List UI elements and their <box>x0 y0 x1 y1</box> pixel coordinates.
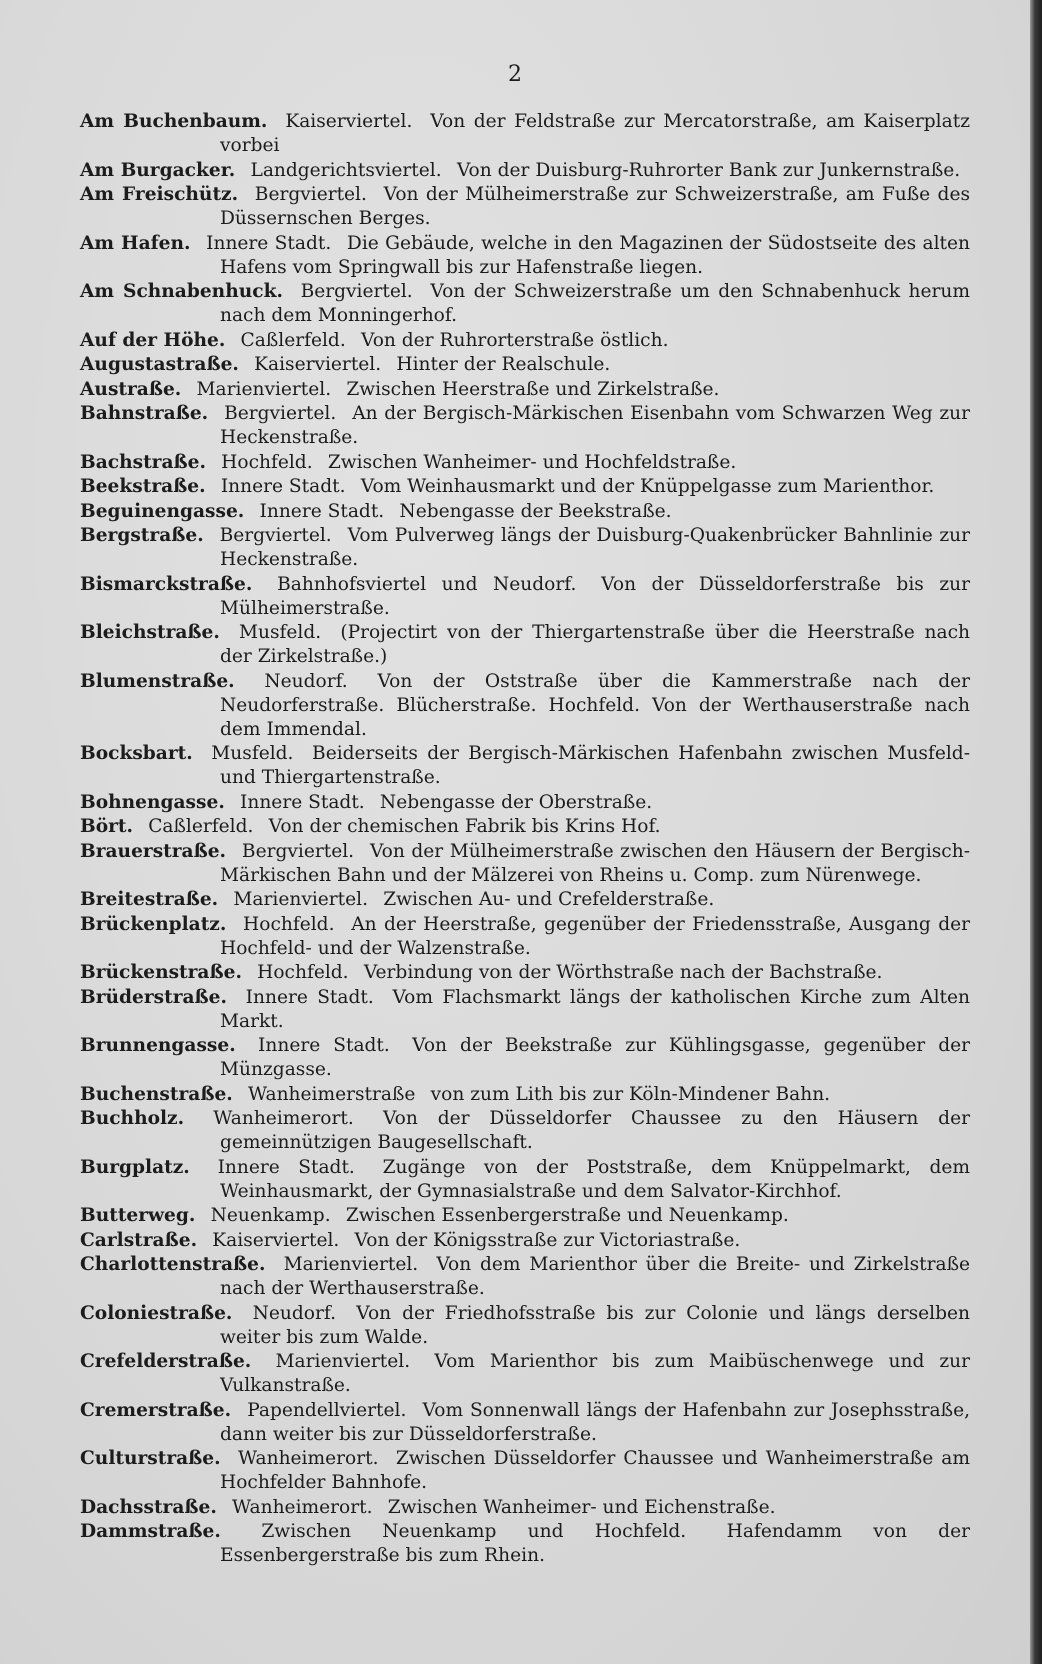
street-name: Am Buchenbaum. <box>80 111 268 132</box>
street-name: Auf der Höhe. <box>80 329 226 351</box>
street-description: Von der Feldstraße zur Mercatorstraße, am Kaiserplatz vorbei <box>220 111 970 156</box>
street-name: Butterweg. <box>80 1205 196 1226</box>
street-description: Die Gebäude, welche in den Magazinen der Südostseite des alten Hafens vom Springwall bis zur Hafenstraße liegen. <box>220 232 971 278</box>
district-name: Neudorf. <box>252 1302 337 1324</box>
street-name: Dammstraße. <box>80 1521 221 1542</box>
street-name: Bahnstraße. <box>80 403 209 424</box>
street-description: Hinter der Realschule. <box>396 354 611 375</box>
directory-entry <box>80 1107 970 1155</box>
street-directory <box>80 110 970 1569</box>
directory-entry <box>80 329 970 353</box>
district-name: Kaiserviertel. <box>285 111 413 132</box>
district-name: Hochfeld. <box>257 962 349 983</box>
street-name: Culturstraße. <box>80 1448 221 1469</box>
directory-entry <box>80 524 970 572</box>
street-name: Brüderstraße. <box>80 986 227 1008</box>
page-number: 2 <box>508 62 522 87</box>
street-description: von zum Lith bis zur Köln-Mindener Bahn. <box>430 1083 831 1105</box>
street-description: Von der Ruhrorterstraße östlich. <box>360 329 669 351</box>
directory-entry <box>80 840 970 888</box>
directory-entry <box>80 1350 970 1398</box>
directory-entry <box>80 1496 970 1520</box>
street-description: Beiderseits der Bergisch-Märkischen Hafenbahn zwischen Musfeld- und Thiergartenstraße. <box>220 743 970 788</box>
street-name: Bismarckstraße. <box>80 573 253 595</box>
street-description: (Projectirt von der Thiergartenstraße über die Heerstraße nach der Zirkelstraße.) <box>220 622 970 667</box>
directory-entry <box>80 913 970 961</box>
street-description: Vom Pulverweg längs der Duisburg-Quakenbrücker Bahnlinie zur Heckenstraße. <box>220 525 970 570</box>
street-description: Verbindung von der Wörthstraße nach der Bachstraße. <box>363 962 883 983</box>
directory-entry <box>80 670 970 742</box>
directory-entry <box>80 500 970 524</box>
directory-entry <box>80 353 970 377</box>
directory-entry <box>80 232 970 280</box>
district-name: Innere Stadt. <box>217 1156 355 1178</box>
district-name: Kaiserviertel. <box>212 1229 340 1251</box>
street-name: Buchholz. <box>80 1108 185 1129</box>
district-name: Bergviertel. <box>224 403 337 424</box>
street-description: Nebengasse der Oberstraße. <box>379 791 653 813</box>
street-description: Nebengasse der Beekstraße. <box>399 500 672 522</box>
street-description: Von der Beekstraße zur Kühlingsgasse, gegenüber der Münzgasse. <box>220 1035 970 1080</box>
street-description: Zwischen Wanheimer- und Eichenstraße. <box>387 1496 776 1518</box>
street-description: An der Heerstraße, gegenüber der Friedensstraße, Ausgang der Hochfeld- und der Walzenstraße. <box>220 913 970 959</box>
district-name: Bergviertel. <box>300 281 413 302</box>
directory-entry <box>80 573 970 621</box>
district-name: Caßlerfeld. <box>240 329 346 351</box>
district-name: Innere Stadt. <box>245 986 374 1008</box>
directory-entry <box>80 742 970 790</box>
district-name: Neuenkamp. <box>210 1205 331 1226</box>
street-description: Zwischen Heerstraße und Zirkelstraße. <box>346 378 720 400</box>
directory-entry <box>80 621 970 669</box>
street-name: Carlstraße. <box>80 1229 198 1251</box>
directory-entry <box>80 986 970 1034</box>
street-name: Buchenstraße. <box>80 1083 233 1105</box>
street-description: Vom Sonnenwall längs der Hafenbahn zur Josephsstraße, dann weiter bis zur Düsseldorferstraße. <box>220 1399 970 1445</box>
district-name: Wanheimerstraße <box>247 1083 416 1105</box>
street-name: Beekstraße. <box>80 476 206 497</box>
district-name: Wanheimerort. <box>213 1108 354 1129</box>
street-description: An der Bergisch-Märkischen Eisenbahn vom Schwarzen Weg zur Heckenstraße. <box>220 403 970 448</box>
book-spine-shadow <box>1030 0 1042 1664</box>
street-description: Von der Schweizerstraße um den Schnabenhuck herum nach dem Monningerhof. <box>220 281 970 326</box>
street-description: Von der Düsseldorferstraße bis zur Mülheimerstraße. <box>220 573 970 619</box>
street-description: Hafendamm von der Essenbergerstraße bis zum Rhein. <box>220 1521 970 1566</box>
street-name: Burgplatz. <box>80 1156 190 1178</box>
street-name: Bleichstraße. <box>80 622 220 643</box>
district-name: Landgerichtsviertel. <box>250 159 442 181</box>
district-name: Hochfeld. <box>221 451 313 473</box>
street-name: Bört. <box>80 816 133 837</box>
street-name: Blumenstraße. <box>80 670 235 692</box>
directory-entry <box>80 1229 970 1253</box>
street-name: Cremerstraße. <box>80 1399 232 1421</box>
district-name: Caßlerfeld. <box>148 816 254 837</box>
street-description: Vom Flachsmarkt längs der katholischen Kirche zum Alten Markt. <box>220 986 970 1032</box>
street-description: Von der chemischen Fabrik bis Krins Hof. <box>268 816 661 837</box>
street-name: Bergstraße. <box>80 525 204 546</box>
district-name: Zwischen Neuenkamp und Hochfeld. <box>261 1521 687 1542</box>
street-name: Am Freischütz. <box>80 184 239 205</box>
street-name: Brunnengasse. <box>80 1035 236 1056</box>
directory-entry <box>80 888 970 912</box>
directory-entry <box>80 451 970 475</box>
street-description: Vom Marienthor bis zum Maibüschenwege und zur Vulkanstraße. <box>220 1351 970 1396</box>
street-description: Von der Duisburg-Ruhrorter Bank zur Junkernstraße. <box>456 159 961 181</box>
district-name: Innere Stadt. <box>206 232 332 254</box>
street-name: Bocksbart. <box>80 743 193 764</box>
street-name: Brauerstraße. <box>80 840 227 862</box>
street-description: Von der Oststraße über die Kammerstraße nach der Neudorferstraße. Blücherstraße. Hochfeld. Von der Werthauserstraße nach dem Immendal. <box>220 670 970 740</box>
directory-entry <box>80 1447 970 1495</box>
district-name: Papendellviertel. <box>247 1399 407 1421</box>
street-name: Am Burgacker. <box>80 159 236 181</box>
district-name: Marienviertel. <box>196 378 332 400</box>
street-description: Von der Friedhofsstraße bis zur Colonie und längs derselben weiter bis zum Walde. <box>220 1302 970 1348</box>
directory-entry <box>80 402 970 450</box>
district-name: Bergviertel. <box>254 184 367 205</box>
district-name: Marienviertel. <box>283 1254 419 1275</box>
district-name: Hochfeld. <box>243 913 335 935</box>
district-name: Wanheimerort. <box>238 1448 379 1469</box>
district-name: Wanheimerort. <box>232 1496 373 1518</box>
directory-entry <box>80 1253 970 1301</box>
district-name: Innere Stadt. <box>240 791 365 813</box>
directory-entry <box>80 183 970 231</box>
district-name: Neudorf. <box>264 670 348 692</box>
directory-entry <box>80 961 970 985</box>
street-description: Von der Mülheimerstraße zur Schweizerstraße, am Fuße des Düssernschen Berges. <box>220 184 970 229</box>
district-name: Bergviertel. <box>219 525 332 546</box>
street-name: Charlottenstraße. <box>80 1254 266 1275</box>
street-description: Vom Weinhausmarkt und der Knüppelgasse zum Marienthor. <box>360 476 935 497</box>
street-name: Am Schnabenhuck. <box>80 281 283 302</box>
directory-entry <box>80 1302 970 1350</box>
street-description: Von der Königsstraße zur Victoriastraße. <box>354 1229 741 1251</box>
directory-entry <box>80 378 970 402</box>
street-name: Breitestraße. <box>80 889 219 910</box>
street-name: Dachsstraße. <box>80 1496 217 1518</box>
district-name: Kaiserviertel. <box>254 354 382 375</box>
district-name: Musfeld. <box>238 622 322 643</box>
district-name: Innere Stadt. <box>258 1035 390 1056</box>
directory-entry <box>80 815 970 839</box>
directory-entry <box>80 1034 970 1082</box>
street-name: Brückenplatz. <box>80 913 227 935</box>
street-name: Crefelderstraße. <box>80 1351 252 1372</box>
street-name: Bohnengasse. <box>80 791 225 813</box>
street-description: Zwischen Wanheimer- und Hochfeldstraße. <box>327 451 737 473</box>
directory-entry <box>80 280 970 328</box>
street-description: Zugänge von der Poststraße, dem Knüppelmarkt, dem Weinhausmarkt, der Gymnasialstraße und dem Salvator-Kirchhof. <box>220 1156 970 1202</box>
district-name: Innere Stadt. <box>220 476 346 497</box>
street-description: Zwischen Au- und Crefelderstraße. <box>383 889 715 910</box>
directory-entry <box>80 159 970 183</box>
street-name: Brückenstraße. <box>80 962 242 983</box>
district-name: Bahnhofsviertel und Neudorf. <box>277 573 577 595</box>
directory-entry <box>80 1204 970 1228</box>
street-description: Von der Düsseldorfer Chaussee zu den Häusern der gemeinnützigen Baugesellschaft. <box>220 1108 970 1153</box>
directory-entry <box>80 791 970 815</box>
street-description: Von der Mülheimerstraße zwischen den Häusern der Bergisch-Märkischen Bahn und der Mälzerei von Rheins u. Comp. zum Nürenwege. <box>220 840 970 886</box>
district-name: Bergviertel. <box>241 840 355 862</box>
street-description: Von dem Marienthor über die Breite- und Zirkelstraße nach der Werthauserstraße. <box>220 1254 970 1299</box>
street-name: Austraße. <box>80 378 182 400</box>
street-name: Augustastraße. <box>80 354 239 375</box>
directory-entry <box>80 1520 970 1568</box>
directory-entry <box>80 110 970 158</box>
street-name: Am Hafen. <box>80 232 191 254</box>
district-name: Marienviertel. <box>275 1351 411 1372</box>
street-description: Zwischen Düsseldorfer Chaussee und Wanheimerstraße am Hochfelder Bahnhofe. <box>220 1448 970 1493</box>
directory-entry <box>80 475 970 499</box>
street-description: Zwischen Essenbergerstraße und Neuenkamp. <box>345 1205 789 1226</box>
directory-entry <box>80 1399 970 1447</box>
district-name: Marienviertel. <box>233 889 368 910</box>
street-name: Coloniestraße. <box>80 1302 233 1324</box>
street-name: Bachstraße. <box>80 451 206 473</box>
district-name: Innere Stadt. <box>259 500 385 522</box>
district-name: Musfeld. <box>211 743 294 764</box>
directory-entry <box>80 1156 970 1204</box>
street-name: Beguinengasse. <box>80 500 245 522</box>
directory-entry <box>80 1083 970 1107</box>
